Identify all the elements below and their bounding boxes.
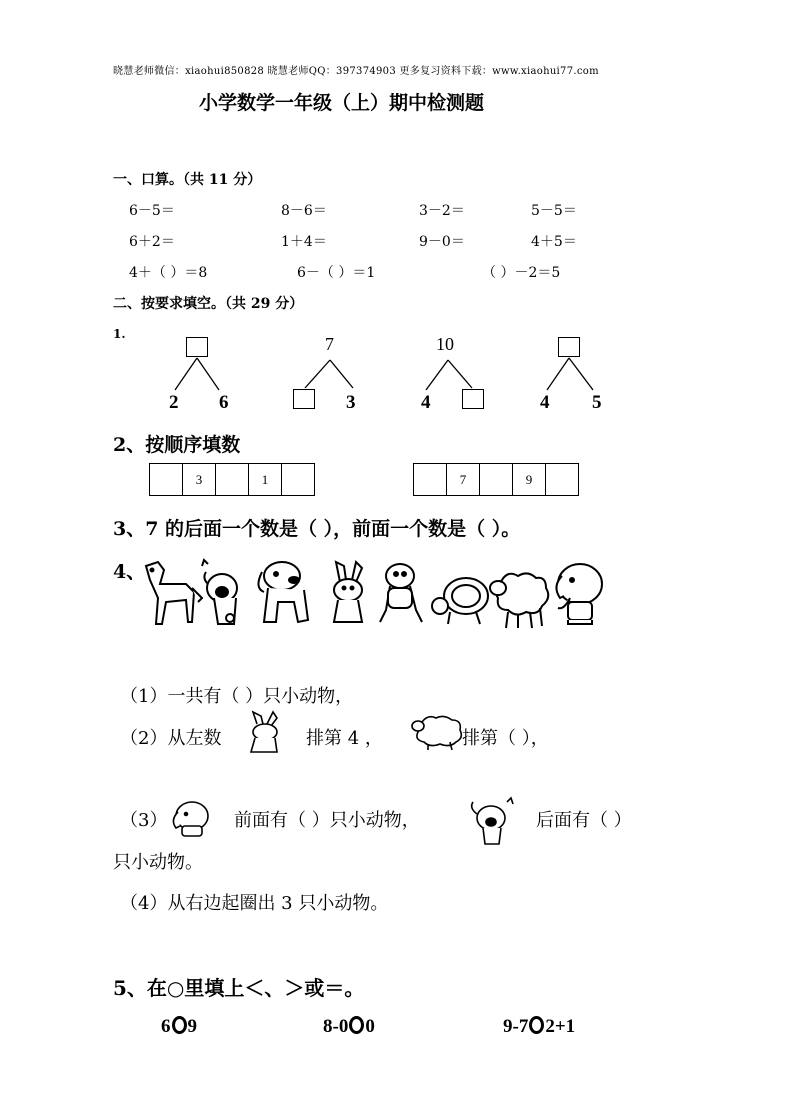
tree1-right: 6 [219,392,229,413]
elephant-icon [168,798,214,838]
rabbit-icon [334,562,362,622]
q2-label: 2、按顺序填数 [113,434,241,456]
q4-part3d: 只小动物。 [113,852,203,873]
calc-item: 1＋4＝ [281,234,327,250]
q4-part4: （4）从右边起圈出 3 只小动物。 [120,893,389,914]
q5-label: 5、在○里填上＜、＞或＝。 [113,976,365,1000]
calc-item: 6＋2＝ [129,234,175,250]
tree1-left: 2 [169,392,179,413]
q4-part2b: 排第 4 ， [306,728,383,749]
horse-icon [146,562,202,624]
calc-item: 8－6＝ [281,203,327,219]
tree3-left: 4 [421,392,431,413]
page-header: 晓慧老师微信：xiaohui850828 晓慧老师QQ：397374903 更多复习资料下载：www.xiaohui77.com [113,66,599,77]
tree2-right: 3 [346,392,356,413]
q4-part3a: （3） [120,810,168,831]
tree2-top: 7 [325,334,334,354]
calc-item: 5－5＝ [531,203,577,219]
seq-cell: 7 [447,464,480,496]
dog-icon [463,796,519,850]
seq-cell[interactable] [480,464,513,496]
page-title: 小学数学一年级（上）期中检测题 [199,92,485,114]
compare-left: 8-0 [323,1016,349,1037]
tree4-right: 5 [592,392,602,413]
dog-icon [202,560,237,624]
tree2-left-box[interactable] [293,389,315,409]
seq-cell[interactable] [150,464,183,496]
animals-row [136,558,616,634]
puppy-icon [258,562,308,622]
sheep-icon [490,573,548,628]
calc-item: （ ）－2＝5 [482,265,561,281]
q4-label: 4、 [113,561,146,583]
compare-circle[interactable] [349,1016,364,1034]
q4-part2c: 排第（ ）， [462,728,549,749]
tree4-left: 4 [540,392,550,413]
turtle-icon [432,578,488,624]
compare-item-2 [323,1016,375,1038]
tree3-top: 10 [436,334,454,354]
section2-heading: 二、按要求填空。（共 29 分） [113,296,304,312]
sequence-table-2 [413,463,579,496]
q4-part3c: 后面有（ ） [536,810,632,831]
compare-left: 6 [161,1016,171,1037]
sequence-table-1 [149,463,315,496]
tree-lines [0,0,789,420]
seq-cell: 9 [513,464,546,496]
seq-cell[interactable] [414,464,447,496]
compare-circle[interactable] [172,1016,187,1034]
compare-right: 2+1 [545,1016,576,1037]
q1-label: 1. [113,327,126,341]
compare-circle[interactable] [529,1016,544,1034]
calc-item: 4＋（ ）＝8 [129,265,208,281]
seq-cell[interactable] [282,464,315,496]
tree1-top-box[interactable] [186,337,208,357]
q3-text: 3、7 的后面一个数是（ ），前面一个数是（ ）。 [113,518,521,540]
calc-item: 6－（ ）＝1 [297,265,376,281]
q4-part3b: 前面有（ ）只小动物， [234,810,420,831]
seq-cell[interactable] [216,464,249,496]
calc-item: 3－2＝ [419,203,465,219]
sheep-icon [410,712,466,750]
tree4-top-box[interactable] [558,337,580,357]
seq-cell[interactable] [546,464,579,496]
elephant-icon [556,564,602,624]
seq-cell: 3 [183,464,216,496]
tree3-right-box[interactable] [462,389,484,409]
compare-item-1 [161,1016,197,1038]
monkey-icon [380,564,422,622]
q4-part2a: （2）从左数 [120,728,222,749]
q4-part1: （1）一共有（ ）只小动物， [120,686,354,707]
compare-left: 9-7 [503,1016,529,1037]
rabbit-icon [243,710,293,756]
compare-right: 0 [365,1016,375,1037]
section1-heading: 一、口算。（共 11 分） [113,172,262,188]
compare-right: 9 [187,1016,197,1037]
compare-item-3 [503,1016,575,1038]
seq-cell: 1 [249,464,282,496]
calc-item: 4＋5＝ [531,234,577,250]
calc-item: 6－5＝ [129,203,175,219]
calc-item: 9－0＝ [419,234,465,250]
